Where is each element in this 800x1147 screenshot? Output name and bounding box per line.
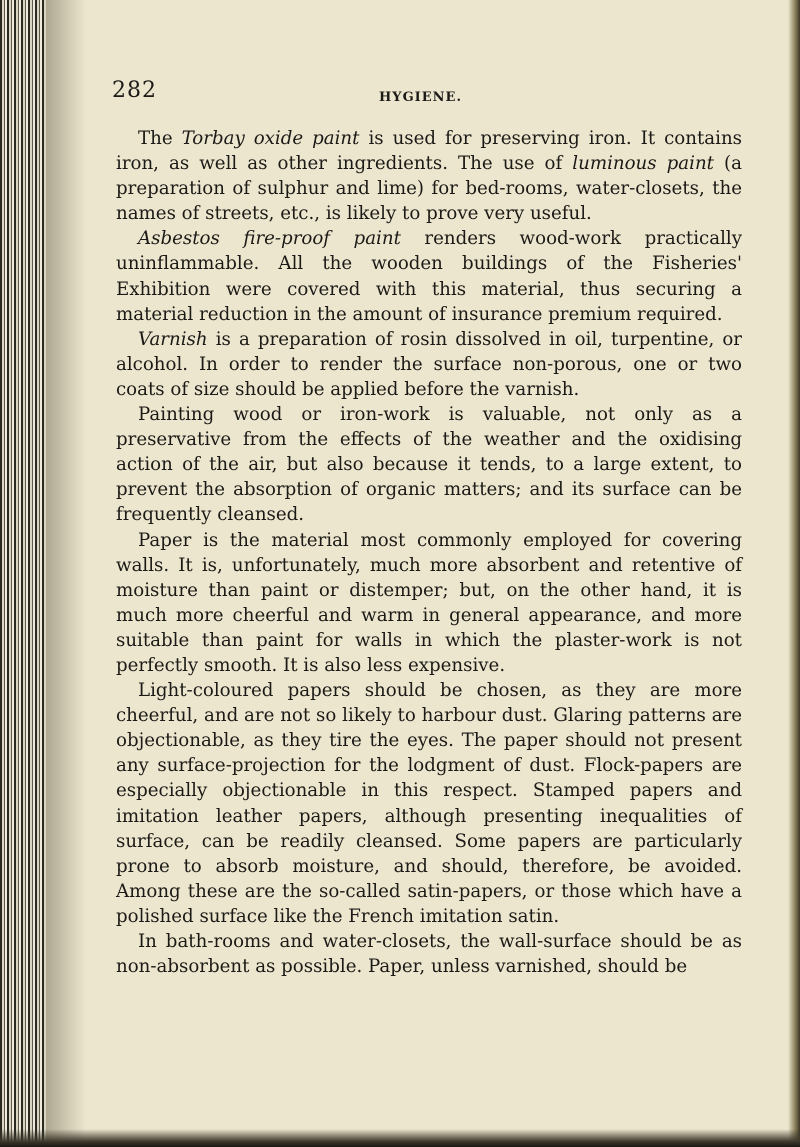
gutter-shadow <box>46 0 86 1147</box>
page-right-edge <box>788 0 800 1147</box>
text-run: The <box>138 128 182 149</box>
italic-term: Asbestos fire-proof paint <box>138 228 401 250</box>
paragraph-paper <box>116 528 742 679</box>
book-page <box>86 78 776 978</box>
text-run: Paper is the material most commonly employed for covering walls. It is, unfortunately, much more absorbent and retentive of moisture than paint or distemper; but, on the other hand, it is much more cheerful and warm in general appearance, and more suitable than paint for walls in which the plaster-work is not perfectly smooth. It is also less expensive. <box>116 529 742 676</box>
page-number: 282 <box>112 78 157 103</box>
paragraph-painting <box>116 402 742 527</box>
paragraph-varnish <box>116 327 742 402</box>
italic-term: Varnish <box>138 328 208 350</box>
body-text <box>116 126 742 979</box>
paragraph-light-coloured <box>116 678 742 929</box>
text-run: is a preparation of rosin dissolved in oil, turpentine, or alcohol. In order to render the surface non-porous, one or two coats of size should be applied before the varnish. <box>116 328 742 400</box>
paragraph-bath-rooms <box>116 929 742 979</box>
page-header <box>86 78 776 112</box>
text-run: renders wood-work practically uninflammable. All the wooden buildings of the Fisheries' Exhibition were covered with this material, thus securing a material reduction in the amount of insurance premium required. <box>116 228 742 325</box>
text-run: is used for preserving iron. It contains iron, as well as other ingredients. The use of <box>116 128 742 175</box>
text-run: (a preparation of sulphur and lime) for bed-rooms, water-closets, the names of streets, etc., is likely to prove very useful. <box>116 153 742 225</box>
text-run: Light-coloured papers should be chosen, as they are more cheerful, and are not so likely to harbour dust. Glaring patterns are objectionable, as they tire the eyes. The paper should not present any surface-projection for the lodgment of dust. Flock-papers are especially objectionable in this respect. Stamped papers and imitation leather papers, although presenting inequalities of surface, can be readily cleansed. Some papers are particularly prone to absorb moisture, and should, therefore, be avoided. Among these are the so-called satin-papers, or those which have a polished surface like the French imitation satin. <box>116 680 742 927</box>
italic-term: luminous paint <box>572 153 714 175</box>
paragraph-torbay <box>116 126 742 226</box>
text-run: In bath-rooms and water-closets, the wall-surface should be as non-absorbent as possible. Paper, unless varnished, should be <box>116 931 742 978</box>
page-bottom-edge <box>0 1129 800 1147</box>
italic-term: Torbay oxide paint <box>181 128 360 149</box>
running-head: HYGIENE. <box>379 90 462 105</box>
book-binding-edge <box>0 0 46 1147</box>
paragraph-asbestos <box>116 226 742 326</box>
text-run: Painting wood or iron-work is valuable, not only as a preservative from the effects of the weather and the oxidising action of the air, but also because it tends, to a large extent, to prevent the absorption of organic matters; and its surface can be frequently cleansed. <box>116 404 742 526</box>
